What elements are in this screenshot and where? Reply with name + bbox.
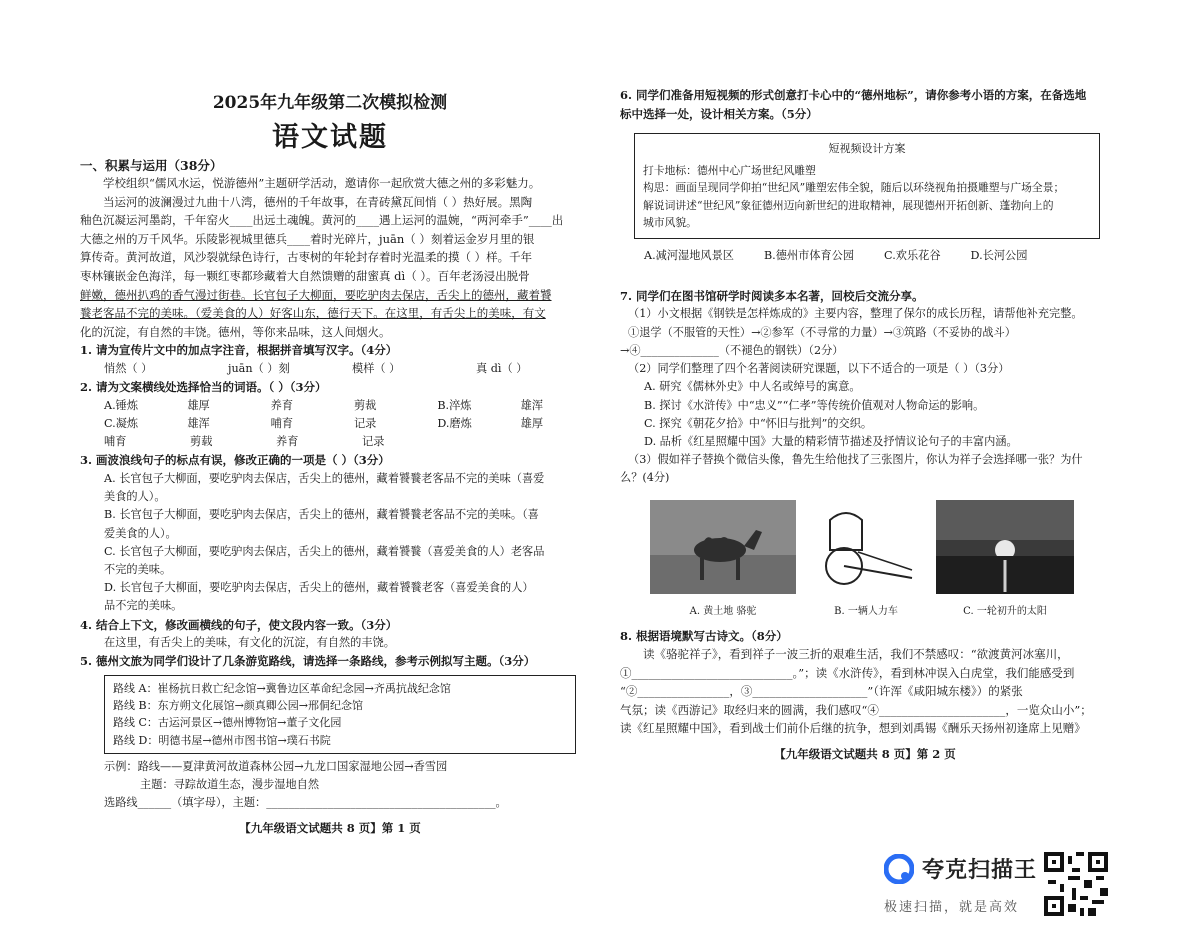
q2-option-cell: D.磨炼 — [437, 416, 472, 430]
q3-option: 品不完的美味。 — [104, 599, 183, 613]
passage-line: 算传奇。黄河故道，风沙裂就绿色诗行，古枣树的年轮封存着时光温柔的摸（ ）样。千年 — [80, 250, 533, 265]
plan-title: 短视频设计方案 — [828, 142, 906, 156]
q8-line: 气氛；读《西游记》取经归来的圆满，我们感叹“④______________________，一览众山小”； — [620, 702, 1092, 717]
q2-option-cell: 养育 — [276, 435, 299, 449]
q2-option-cell: 记录 — [353, 416, 377, 430]
picture-b — [818, 500, 914, 617]
scanner-brand-name: 夸克扫描王 — [922, 858, 1038, 883]
answer-line: 选路线______（填字母），主题：_________________________________________。 — [104, 796, 507, 810]
question-5: 5. 德州文旅为同学们设计了几条游览路线，请选择一条路线，参考示例拟写主题。（3分） — [80, 654, 536, 669]
q2-option-cell: 雄厚 — [520, 416, 544, 430]
plan-line: 构思：画面呈现同学仰拍“世纪风”雕塑宏伟全貌，随后以环绕视角拍摄雕塑与广场全景； — [643, 181, 1065, 195]
video-plan-box — [634, 133, 1100, 239]
route-item: 路线 A：崔杨抗日救亡纪念馆→冀鲁边区革命纪念园→齐禹抗战纪念馆 — [113, 681, 451, 695]
q2-option-row — [80, 415, 580, 433]
q8-line: 读《骆驼祥子》，看到祥子一波三折的艰难生活，我们不禁感叹：“欲渡黄河冰塞川， — [643, 647, 1069, 662]
picture-b-caption: B. 一辆人力车 — [834, 605, 898, 617]
page-footer: 【九年级语文试题共 8 页】第 1 页 — [239, 821, 421, 836]
q8-line: ①____________________________。”；读《水浒传》，看到林冲误入白虎堂，我们能感受到 — [620, 665, 1075, 680]
scanner-watermark — [884, 853, 1037, 884]
passage-line: 枣林镶嵌金色海洋，每一颗红枣都珍藏着大自然馈赠的甜蜜真 dì（ ）。百年老汤浸出脱骨 — [80, 268, 530, 283]
route-item: 路线 C：古运河景区→德州博物馆→董子文化园 — [113, 716, 342, 730]
question-4: 4. 结合上下文，修改画横线的句子，使文段内容一致。（3分） — [80, 617, 398, 632]
rickshaw-drawing — [818, 500, 914, 594]
exam-page-2 — [620, 0, 1110, 762]
q2-option-row — [80, 433, 580, 451]
q1-item: 模样（ ） — [352, 361, 401, 375]
q6-option: C.欢乐花谷 — [884, 248, 941, 262]
picture-a-caption: A. 黄土地 骆驼 — [689, 605, 757, 617]
scanner-logo-icon — [884, 854, 914, 884]
q1-item: juān（ ）刻 — [228, 361, 290, 375]
passage-line: 大德之州的万千风华。乐陵影视城里德兵____着时光碎片，juān（ ）刻着运金岁月里的银 — [80, 231, 535, 246]
q7-part-2-option: B. 探讨《水浒传》中“忠义”“仁孝”等传统价值观对人物命运的影响。 — [644, 398, 985, 412]
q2-option-cell: 雄厚 — [187, 398, 210, 412]
passage-line: 当运河的波澜漫过九曲十八湾，德州的千年故事，在青砖黛瓦间悄（ ）热好展。黑陶 — [103, 194, 533, 209]
q2-option-cell: 雄浑 — [187, 416, 210, 430]
q2-option-cell: 哺育 — [104, 435, 127, 449]
q3-option: 美食的人）。 — [104, 490, 166, 504]
q8-line: 读《红星照耀中国》，看到战士们前仆后继的抗争，想到刘禹锡《酬乐天扬州初逢席上见赠》 — [620, 721, 1086, 736]
q2-option-row — [80, 397, 580, 415]
q2-option-cell: 剪裁 — [353, 398, 377, 412]
q3-option: B. 长官包子大柳面，要吃驴肉去保店，舌尖上的德州，藏着饕餮老客品不完的美味。（喜 — [104, 508, 539, 522]
passage — [80, 193, 580, 342]
q3-option: 不完的美味。 — [104, 562, 172, 576]
q2-option-cell: 养育 — [270, 398, 294, 412]
question-8: 8. 根据语境默写古诗文。（8分） — [620, 628, 788, 643]
q2-option-cell: 哺育 — [270, 416, 294, 430]
passage-line: 鲜嫩，德州扒鸡的香气漫过街巷。长官包子大柳面，要吃驴肉去保店，舌尖上的德州，藏着饕 — [80, 287, 552, 302]
plan-line: 打卡地标：德州中心广场世纪风雕塑 — [643, 163, 816, 177]
question-6: 6. 同学们准备用短视频的形式创意打卡心中的“德州地标”，请你参考小语的方案，在备选地 — [620, 88, 1087, 102]
question-1: 1. 请为宣传片文中的加点字注音，根据拼音填写汉字。（4分） — [80, 343, 398, 358]
qr-code-icon — [1044, 852, 1108, 916]
exam-subject: 语文试题 — [272, 122, 388, 153]
q2-option-cell: 雄浑 — [520, 398, 544, 412]
q3-option: A. 长官包子大柳面，要吃驴肉去保店，舌尖上的德州，藏着饕餮老客品不完的美味（喜爱 — [104, 471, 545, 485]
q7-part-3-cont: 么？(4分) — [620, 471, 670, 485]
plan-line: 解说词讲述“世纪风”象征德州迈向新世纪的进取精神，展现德州开拓创新、蓬勃向上的 — [643, 198, 1054, 212]
q2-option-cell: C.凝炼 — [104, 416, 139, 430]
intro-text: 学校组织“儒风水运，悦游德州”主题研学活动，邀请你一起欣赏大德之州的多彩魅力。 — [103, 176, 541, 190]
q4-sentence: 在这里，有舌尖上的美味，有文化的沉淀，有自然的丰饶。 — [104, 636, 395, 650]
q1-item: 真 dì（ ） — [476, 361, 528, 375]
q7-part-2-option: D. 品析《红星照耀中国》大量的精彩情节描述及抒情议论句子的丰富内涵。 — [644, 434, 1018, 448]
question-2: 2. 请为文案横线处选择恰当的词语。（ ）（3分） — [80, 380, 327, 395]
q6-option: D.长河公园 — [970, 248, 1028, 262]
picture-c — [936, 500, 1074, 617]
q7-part-1-blank: →④______________（不褪色的钢铁）（2分） — [620, 343, 844, 357]
q2-option-cell: B.淬炼 — [437, 398, 472, 412]
q7-part-1: （1）小文根据《钢铁是怎样炼成的》主要内容，整理了保尔的成长历程，请帮他补充完整。 — [628, 307, 1083, 321]
camel-photo — [650, 500, 796, 594]
route-item: 路线 D：明德书屋→德州市图书馆→璞石书院 — [113, 733, 331, 747]
q7-part-2: （2）同学们整理了四个名著阅读研究课题，以下不适合的一项是（ ）（3分） — [628, 362, 1010, 376]
q6-options — [620, 247, 1110, 265]
q7-part-2-option: A. 研究《儒林外史》中人名或绰号的寓意。 — [644, 380, 861, 394]
question-3: 3. 画波浪线句子的标点有误，修改正确的一项是（ ）（3分） — [80, 453, 390, 468]
q1-items — [80, 360, 580, 378]
routes-box — [104, 675, 576, 754]
q8-line: “②________________，③____________________”（许浑《咸阳城东楼》）的紧张 — [620, 684, 1023, 699]
q6-option: A.减河湿地风景区 — [644, 248, 734, 262]
passage-line: 餮老客品不完的美味。（爱美食的人）好客山东，德行天下。在这里，有舌尖上的美味，有文 — [80, 306, 546, 321]
q2-option-cell: 记录 — [362, 435, 385, 449]
scanner-slogan: 极速扫描，就是高效 — [884, 900, 1020, 915]
example-theme: 主题：寻踪故道生态，漫步湿地自然 — [140, 777, 320, 791]
route-item: 路线 B：东方朔文化展馆→颜真卿公园→邢侗纪念馆 — [113, 699, 364, 713]
q2-option-cell: A.锤炼 — [104, 398, 139, 412]
q7-part-2-option: C. 探究《朝花夕拾》中“怀旧与批判”的交织。 — [644, 416, 873, 430]
question-6-cont: 标中选择一处，设计相关方案。（5分） — [620, 106, 818, 121]
passage-line: 釉色沉凝运河墨韵，千年窑火____出远土魂魄。黄河的____遇上运河的温婉，“两河牵手”____出 — [80, 213, 564, 228]
passage-line: 化的沉淀，有自然的丰饶。德州，等你来品味，这人间烟火。 — [80, 324, 391, 339]
exam-page-1 — [80, 0, 580, 836]
picture-a — [650, 500, 796, 617]
question-7: 7. 同学们在图书馆研学时阅读多本名著，回校后交流分享。 — [620, 288, 924, 303]
section-heading: 一、积累与运用（38分） — [80, 158, 223, 173]
q1-item: 悄然（ ） — [104, 361, 153, 375]
q2-option-cell: 剪载 — [190, 435, 213, 449]
picture-row — [650, 500, 1110, 617]
q3-option: D. 长官包子大柳面，要吃驴肉去保店，舌尖上的德州，藏着饕餮老客（喜爱美食的人） — [104, 581, 534, 595]
q3-option: 爱美食的人）。 — [104, 526, 177, 540]
q7-part-3: （3）假如祥子替换个微信头像，鲁先生给他找了三张图片，你认为祥子会选择哪一张？为什 — [628, 453, 1083, 467]
page-footer: 【九年级语文试题共 8 页】第 2 页 — [774, 747, 956, 762]
q7-part-1-chain: ①退学（不服管的天性）→②参军（不寻常的力量）→③筑路（不妥协的战斗） — [628, 325, 1016, 339]
picture-c-caption: C. 一轮初升的太阳 — [963, 605, 1047, 617]
plan-line: 城市风貌。 — [643, 216, 697, 230]
q3-option: C. 长官包子大柳面，要吃驴肉去保店，舌尖上的德州，藏着饕餮（喜爱美食的人）老客品 — [104, 544, 545, 558]
exam-title: 2025年九年级第二次模拟检测 — [212, 93, 448, 113]
example-route: 示例：路线——夏津黄河故道森林公园→九龙口国家湿地公园→香雪园 — [104, 759, 448, 773]
q6-option: B.德州市体育公园 — [763, 248, 855, 262]
sunrise-photo — [936, 500, 1074, 594]
